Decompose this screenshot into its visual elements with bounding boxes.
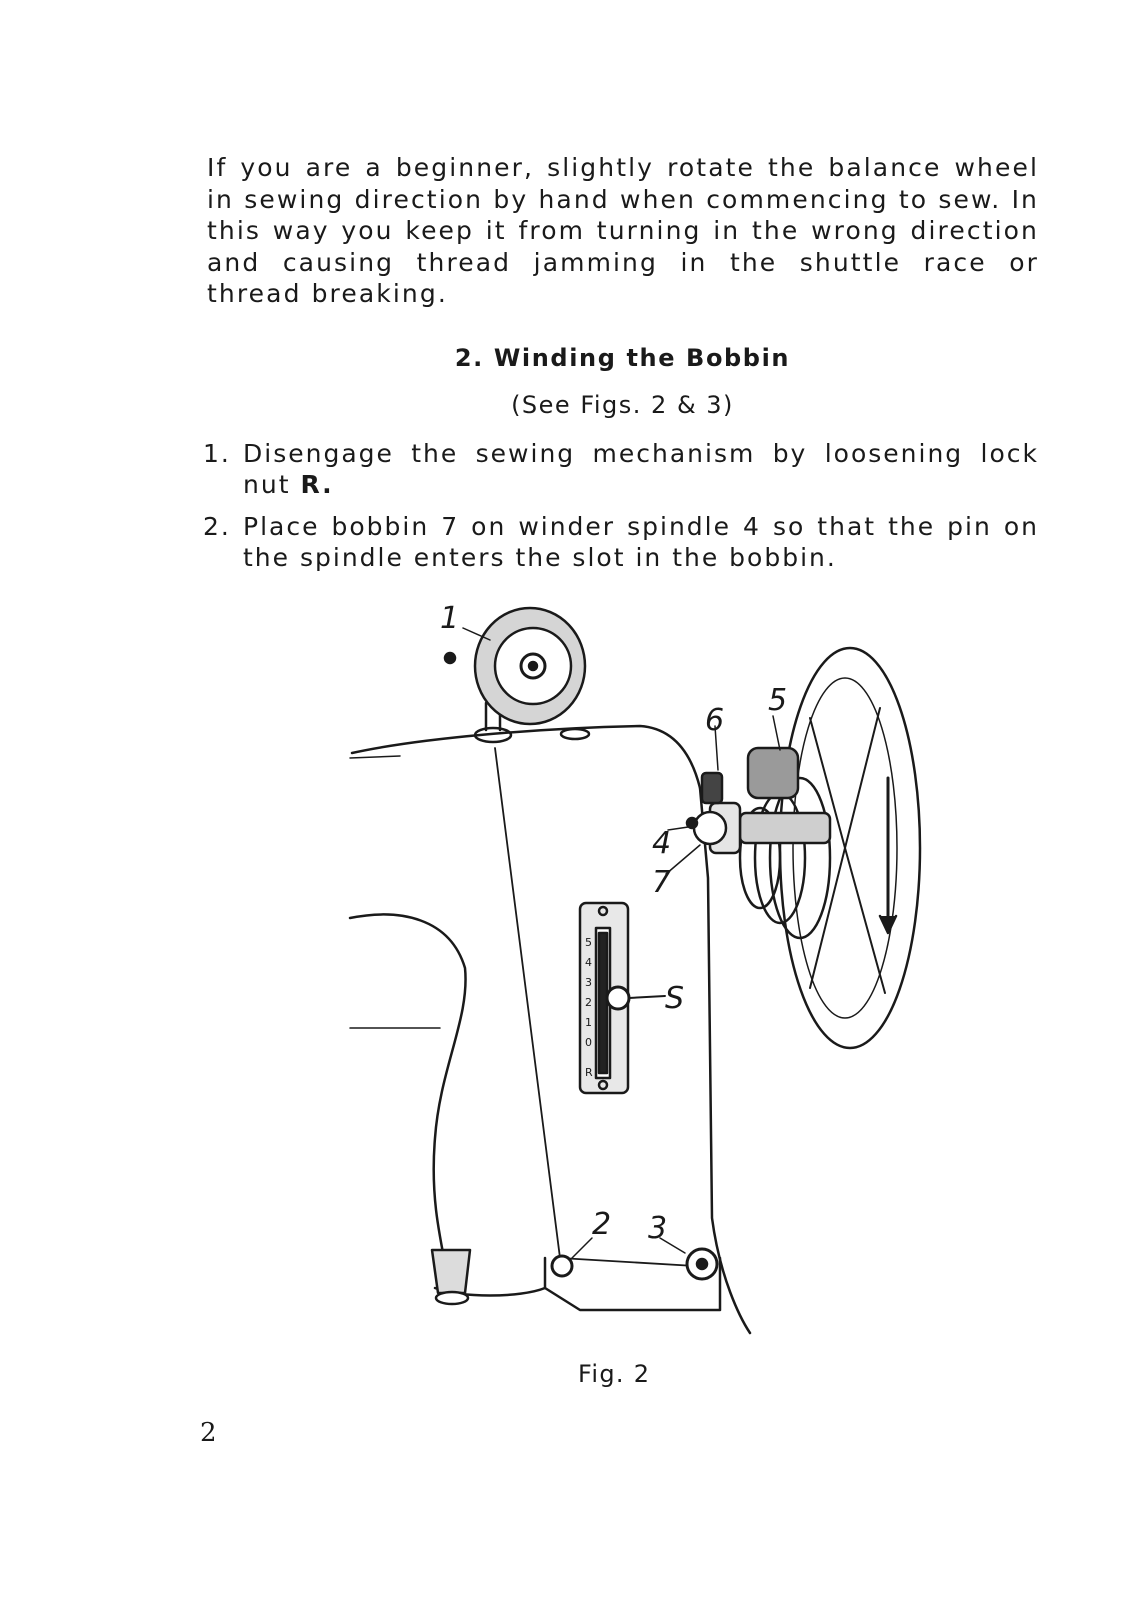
step-number: 2. — [203, 512, 231, 541]
callout-5: 5 — [768, 683, 788, 718]
instruction-step — [203, 512, 1039, 573]
callout-6: 6 — [705, 703, 725, 738]
step-bold-text: R. — [300, 469, 334, 499]
scale-label: 2 — [585, 996, 592, 1009]
instruction-list — [203, 439, 1039, 585]
callout-4: 4 — [652, 826, 672, 861]
callout-1: 1 — [440, 601, 460, 636]
page-number: 2 — [200, 1418, 217, 1448]
step-number: 1. — [203, 439, 231, 468]
scale-label: 3 — [585, 976, 592, 989]
intro-paragraph: If you are a beginner, slightly rotate the balance wheel in sewing direction by hand when commencing to sew. In this way you keep it from turning in the wrong direction and causing thread jamming in the shuttle race or thread breaking. — [207, 153, 1039, 308]
scale-label: 4 — [585, 956, 592, 969]
scale-label: 1 — [585, 1016, 592, 1029]
sewing-machine-illustration — [340, 598, 940, 1358]
figure-caption: Fig. 2 — [578, 1360, 651, 1388]
scale-label: 5 — [585, 936, 592, 949]
section-subheading: (See Figs. 2 & 3) — [511, 391, 734, 419]
instruction-step — [203, 439, 1039, 500]
callout-S: S — [665, 981, 685, 1016]
callout-3: 3 — [648, 1211, 668, 1246]
callout-7: 7 — [652, 865, 672, 900]
scale-label: 0 — [585, 1036, 592, 1049]
section-heading: 2. Winding the Bobbin — [454, 344, 791, 372]
callout-2: 2 — [592, 1207, 612, 1242]
scale-label: R — [585, 1066, 593, 1079]
step-text: Disengage the sewing mechanism by loosening lock nut — [243, 439, 1039, 499]
step-text: Place bobbin 7 on winder spindle 4 so that the pin on the spindle enters the slot in the bobbin. — [243, 512, 1039, 572]
